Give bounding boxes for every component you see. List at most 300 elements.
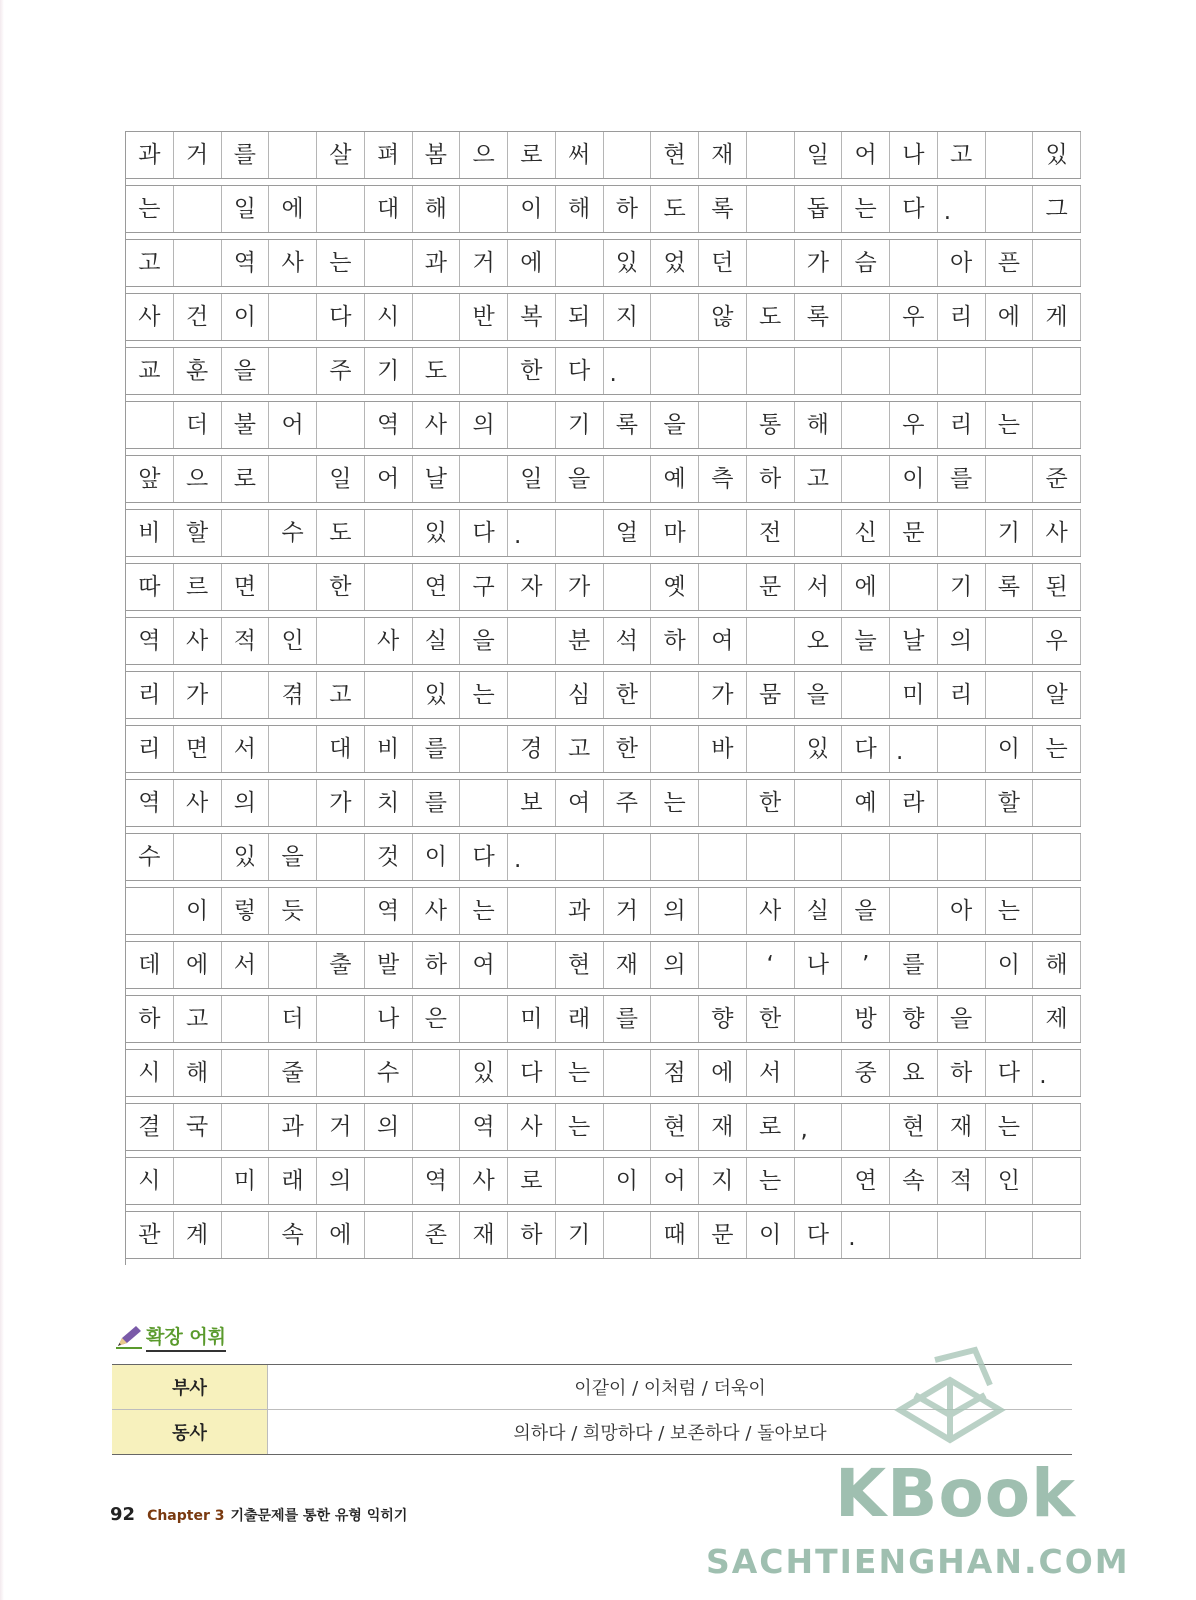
- grid-cell: [699, 888, 747, 934]
- grid-cell: 나: [890, 132, 938, 178]
- grid-cell: 구: [460, 564, 508, 610]
- grid-cell: 불: [222, 402, 270, 448]
- grid-cell: [651, 294, 699, 340]
- grid-cell: 점: [651, 1050, 699, 1096]
- grid-cell: 다: [460, 834, 508, 880]
- grid-cell: 는: [986, 402, 1034, 448]
- grid-cell: 에: [699, 1050, 747, 1096]
- grid-cell: [460, 348, 508, 394]
- grid-row: [126, 779, 1081, 827]
- grid-cell: 줄: [269, 1050, 317, 1096]
- grid-cell: 않: [699, 294, 747, 340]
- grid-cell: 을: [269, 834, 317, 880]
- grid-cell: 데: [126, 942, 174, 988]
- grid-cell: 나: [365, 996, 413, 1042]
- grid-cell: .: [1033, 1050, 1081, 1096]
- grid-cell: 아: [938, 240, 986, 286]
- grid-row: [126, 1103, 1081, 1151]
- grid-cell: 에: [986, 294, 1034, 340]
- grid-cell: [890, 240, 938, 286]
- grid-cell: [556, 834, 604, 880]
- grid-cell: 을: [842, 888, 890, 934]
- grid-cell: [938, 1212, 986, 1258]
- grid-cell: [317, 1050, 365, 1096]
- grid-cell: 거: [174, 132, 222, 178]
- grid-cell: [174, 1158, 222, 1204]
- grid-row: [126, 185, 1081, 233]
- grid-row: [126, 509, 1081, 557]
- grid-cell: 향: [699, 996, 747, 1042]
- grid-cell: 사: [747, 888, 795, 934]
- grid-cell: 록: [699, 186, 747, 232]
- grid-cell: 리: [126, 726, 174, 772]
- grid-cell: 듯: [269, 888, 317, 934]
- grid-cell: [222, 996, 270, 1042]
- grid-cell: 연: [842, 1158, 890, 1204]
- grid-cell: 고: [126, 240, 174, 286]
- grid-cell: 이: [413, 834, 461, 880]
- grid-cell: [699, 834, 747, 880]
- grid-cell: 는: [460, 672, 508, 718]
- grid-cell: 고: [174, 996, 222, 1042]
- grid-cell: [795, 348, 843, 394]
- grid-cell: 뭄: [747, 672, 795, 718]
- grid-cell: .: [938, 186, 986, 232]
- grid-cell: 다: [842, 726, 890, 772]
- grid-cell: [604, 1212, 652, 1258]
- grid-cell: [1033, 1212, 1081, 1258]
- grid-cell: 록: [986, 564, 1034, 610]
- grid-cell: 알: [1033, 672, 1081, 718]
- grid-cell: 국: [174, 1104, 222, 1150]
- grid-cell: 도: [651, 186, 699, 232]
- grid-cell: 에: [317, 1212, 365, 1258]
- grid-cell: 는: [986, 1104, 1034, 1150]
- grid-row: [126, 131, 1081, 179]
- grid-cell: 자: [508, 564, 556, 610]
- grid-cell: [460, 726, 508, 772]
- grid-cell: 이: [986, 726, 1034, 772]
- grid-cell: 인: [986, 1158, 1034, 1204]
- grid-cell: 을: [222, 348, 270, 394]
- grid-cell: 써: [556, 132, 604, 178]
- grid-cell: [174, 240, 222, 286]
- grid-cell: .: [508, 834, 556, 880]
- grid-row: [126, 941, 1081, 989]
- grid-cell: 서: [747, 1050, 795, 1096]
- grid-cell: 사: [413, 402, 461, 448]
- grid-cell: 해: [795, 402, 843, 448]
- grid-cell: [986, 348, 1034, 394]
- grid-cell: [795, 510, 843, 556]
- grid-cell: [365, 510, 413, 556]
- grid-cell: 실: [413, 618, 461, 664]
- grid-cell: 기: [986, 510, 1034, 556]
- grid-cell: 어: [365, 456, 413, 502]
- grid-cell: [651, 726, 699, 772]
- grid-cell: 더: [174, 402, 222, 448]
- grid-row: [126, 617, 1081, 665]
- grid-cell: 로: [508, 132, 556, 178]
- grid-cell: [938, 348, 986, 394]
- grid-cell: 어: [269, 402, 317, 448]
- grid-row: [126, 293, 1081, 341]
- grid-cell: [938, 834, 986, 880]
- grid-cell: 에: [508, 240, 556, 286]
- grid-cell: 일: [508, 456, 556, 502]
- vocab-value: 의하다 / 희망하다 / 보존하다 / 돌아보다: [513, 1423, 827, 1444]
- grid-cell: 여: [460, 942, 508, 988]
- grid-cell: 앞: [126, 456, 174, 502]
- grid-cell: 예: [651, 456, 699, 502]
- grid-cell: [508, 942, 556, 988]
- grid-cell: [269, 348, 317, 394]
- grid-cell: 다: [556, 348, 604, 394]
- grid-cell: 비: [365, 726, 413, 772]
- grid-cell: 역: [460, 1104, 508, 1150]
- grid-cell: 었: [651, 240, 699, 286]
- grid-cell: 슴: [842, 240, 890, 286]
- grid-cell: 래: [556, 996, 604, 1042]
- grid-cell: [938, 942, 986, 988]
- grid-row: [126, 239, 1081, 287]
- grid-cell: 신: [842, 510, 890, 556]
- grid-cell: [508, 672, 556, 718]
- grid-cell: [269, 294, 317, 340]
- grid-cell: 으: [174, 456, 222, 502]
- grid-cell: 이: [222, 294, 270, 340]
- grid-cell: [604, 564, 652, 610]
- grid-cell: [604, 456, 652, 502]
- grid-cell: 로: [747, 1104, 795, 1150]
- grid-cell: [842, 348, 890, 394]
- grid-cell: [1033, 348, 1081, 394]
- grid-cell: 한: [604, 672, 652, 718]
- grid-cell: 펴: [365, 132, 413, 178]
- grid-cell: [938, 780, 986, 826]
- grid-cell: 얼: [604, 510, 652, 556]
- grid-cell: 이: [604, 1158, 652, 1204]
- grid-cell: 때: [651, 1212, 699, 1258]
- chapter-label: Chapter 3: [147, 1508, 225, 1524]
- grid-cell: [460, 186, 508, 232]
- grid-cell: [460, 456, 508, 502]
- page-footer: [110, 1504, 407, 1525]
- grid-cell: 치: [365, 780, 413, 826]
- grid-cell: 살: [317, 132, 365, 178]
- grid-cell: [604, 834, 652, 880]
- grid-cell: 해: [556, 186, 604, 232]
- grid-cell: 향: [890, 996, 938, 1042]
- grid-cell: 기: [938, 564, 986, 610]
- grid-cell: [1033, 402, 1081, 448]
- grid-cell: 돕: [795, 186, 843, 232]
- grid-cell: 하: [604, 186, 652, 232]
- grid-cell: [890, 564, 938, 610]
- grid-cell: [556, 510, 604, 556]
- grid-cell: 으: [460, 132, 508, 178]
- grid-cell: 바: [699, 726, 747, 772]
- vocab-key: 부사: [112, 1365, 268, 1409]
- grid-cell: [747, 186, 795, 232]
- grid-cell: 주: [317, 348, 365, 394]
- grid-cell: 하: [413, 942, 461, 988]
- grid-cell: [699, 780, 747, 826]
- grid-cell: 다: [890, 186, 938, 232]
- grid-cell: 재: [699, 1104, 747, 1150]
- grid-cell: 과: [556, 888, 604, 934]
- grid-cell: [126, 888, 174, 934]
- grid-cell: 이: [508, 186, 556, 232]
- grid-cell: 사: [413, 888, 461, 934]
- grid-cell: 록: [795, 294, 843, 340]
- grid-cell: [269, 942, 317, 988]
- grid-cell: ‘: [747, 942, 795, 988]
- grid-cell: 이: [174, 888, 222, 934]
- grid-cell: 연: [413, 564, 461, 610]
- grid-cell: 가: [317, 780, 365, 826]
- vocab-key: 동사: [112, 1410, 268, 1454]
- grid-cell: 있: [795, 726, 843, 772]
- grid-cell: ,: [795, 1104, 843, 1150]
- grid-cell: [222, 1212, 270, 1258]
- grid-cell: [747, 132, 795, 178]
- grid-cell: 이: [747, 1212, 795, 1258]
- grid-cell: 게: [1033, 294, 1081, 340]
- grid-cell: [1033, 834, 1081, 880]
- grid-cell: 우: [1033, 618, 1081, 664]
- grid-cell: 리: [938, 672, 986, 718]
- grid-cell: 은: [413, 996, 461, 1042]
- grid-cell: 우: [890, 294, 938, 340]
- grid-cell: [1033, 1158, 1081, 1204]
- grid-cell: [747, 348, 795, 394]
- grid-cell: 기: [556, 1212, 604, 1258]
- grid-cell: 문: [699, 1212, 747, 1258]
- grid-cell: [1033, 888, 1081, 934]
- pencil-icon: [114, 1324, 144, 1350]
- grid-cell: [508, 618, 556, 664]
- grid-cell: [365, 1212, 413, 1258]
- grid-cell: [604, 1050, 652, 1096]
- grid-cell: 사: [174, 618, 222, 664]
- grid-cell: 을: [938, 996, 986, 1042]
- grid-cell: 현: [556, 942, 604, 988]
- grid-cell: 수: [365, 1050, 413, 1096]
- grid-cell: [747, 240, 795, 286]
- grid-cell: 고: [795, 456, 843, 502]
- grid-cell: [938, 510, 986, 556]
- grid-cell: 일: [222, 186, 270, 232]
- grid-cell: 사: [365, 618, 413, 664]
- grid-cell: 에: [269, 186, 317, 232]
- grid-cell: 사: [460, 1158, 508, 1204]
- grid-cell: [413, 294, 461, 340]
- grid-cell: 겪: [269, 672, 317, 718]
- grid-cell: 시: [126, 1158, 174, 1204]
- grid-cell: 어: [842, 132, 890, 178]
- grid-cell: [269, 132, 317, 178]
- grid-cell: 한: [747, 780, 795, 826]
- grid-cell: [1033, 1104, 1081, 1150]
- grid-cell: 다: [986, 1050, 1034, 1096]
- grid-cell: [747, 618, 795, 664]
- grid-row: [126, 1049, 1081, 1097]
- grid-cell: 라: [890, 780, 938, 826]
- grid-cell: 측: [699, 456, 747, 502]
- grid-cell: 하: [508, 1212, 556, 1258]
- grid-cell: [222, 1050, 270, 1096]
- grid-cell: 대: [317, 726, 365, 772]
- grid-cell: 이: [986, 942, 1034, 988]
- grid-cell: 한: [604, 726, 652, 772]
- grid-cell: 사: [508, 1104, 556, 1150]
- manuscript-grid: [125, 131, 1081, 1265]
- grid-cell: 기: [365, 348, 413, 394]
- grid-cell: [651, 672, 699, 718]
- grid-row: [126, 995, 1081, 1043]
- grid-cell: 는: [986, 888, 1034, 934]
- grid-cell: 도: [317, 510, 365, 556]
- grid-cell: 있: [413, 510, 461, 556]
- grid-cell: [269, 780, 317, 826]
- grid-cell: 있: [1033, 132, 1081, 178]
- grid-cell: 의: [651, 942, 699, 988]
- grid-cell: [460, 780, 508, 826]
- grid-cell: [604, 1104, 652, 1150]
- grid-cell: 거: [604, 888, 652, 934]
- grid-cell: [1033, 780, 1081, 826]
- grid-cell: 결: [126, 1104, 174, 1150]
- grid-cell: 재: [460, 1212, 508, 1258]
- grid-cell: 를: [604, 996, 652, 1042]
- grid-cell: 의: [651, 888, 699, 934]
- grid-cell: 리: [938, 294, 986, 340]
- grid-cell: 의: [938, 618, 986, 664]
- grid-cell: 는: [126, 186, 174, 232]
- grid-cell: 문: [747, 564, 795, 610]
- grid-cell: 을: [795, 672, 843, 718]
- grid-cell: 는: [556, 1104, 604, 1150]
- grid-cell: [269, 726, 317, 772]
- grid-cell: 할: [174, 510, 222, 556]
- grid-cell: [890, 1212, 938, 1258]
- grid-cell: [317, 996, 365, 1042]
- grid-cell: ’: [842, 942, 890, 988]
- grid-cell: 중: [842, 1050, 890, 1096]
- grid-cell: 재: [699, 132, 747, 178]
- grid-cell: 여: [699, 618, 747, 664]
- grid-cell: 를: [222, 132, 270, 178]
- grid-cell: 지: [604, 294, 652, 340]
- grid-cell: 다: [508, 1050, 556, 1096]
- grid-cell: 제: [1033, 996, 1081, 1042]
- grid-row: [126, 563, 1081, 611]
- grid-cell: 사: [174, 780, 222, 826]
- grid-cell: 해: [1033, 942, 1081, 988]
- grid-cell: 던: [699, 240, 747, 286]
- grid-cell: 가: [556, 564, 604, 610]
- grid-cell: 다: [460, 510, 508, 556]
- grid-cell: [317, 186, 365, 232]
- grid-cell: 사: [1033, 510, 1081, 556]
- grid-cell: 재: [604, 942, 652, 988]
- grid-cell: 요: [890, 1050, 938, 1096]
- grid-cell: 심: [556, 672, 604, 718]
- grid-cell: [269, 456, 317, 502]
- grid-cell: 록: [604, 402, 652, 448]
- grid-cell: 사: [269, 240, 317, 286]
- grid-cell: [413, 1050, 461, 1096]
- grid-cell: 의: [460, 402, 508, 448]
- grid-cell: 를: [890, 942, 938, 988]
- grid-row: [126, 1157, 1081, 1205]
- grid-cell: [365, 564, 413, 610]
- grid-cell: 수: [269, 510, 317, 556]
- grid-cell: 존: [413, 1212, 461, 1258]
- grid-cell: 다: [317, 294, 365, 340]
- grid-cell: 을: [556, 456, 604, 502]
- grid-cell: [986, 186, 1034, 232]
- grid-cell: 방: [842, 996, 890, 1042]
- grid-cell: [222, 672, 270, 718]
- grid-cell: 가: [174, 672, 222, 718]
- grid-cell: 는: [842, 186, 890, 232]
- grid-cell: 그: [1033, 186, 1081, 232]
- grid-cell: [365, 672, 413, 718]
- grid-row: [126, 455, 1081, 503]
- grid-cell: [508, 888, 556, 934]
- grid-cell: [890, 348, 938, 394]
- grid-cell: 석: [604, 618, 652, 664]
- grid-cell: .: [508, 510, 556, 556]
- grid-cell: 미: [890, 672, 938, 718]
- grid-row: [126, 671, 1081, 719]
- grid-cell: 역: [126, 618, 174, 664]
- grid-cell: [651, 348, 699, 394]
- grid-cell: 하: [126, 996, 174, 1042]
- page-edge: [0, 0, 4, 1600]
- grid-cell: 있: [460, 1050, 508, 1096]
- grid-cell: [317, 834, 365, 880]
- grid-cell: 주: [604, 780, 652, 826]
- grid-cell: [556, 1158, 604, 1204]
- grid-cell: [986, 132, 1034, 178]
- grid-cell: 실: [795, 888, 843, 934]
- grid-cell: 여: [556, 780, 604, 826]
- grid-cell: 속: [269, 1212, 317, 1258]
- grid-cell: 반: [460, 294, 508, 340]
- grid-cell: 다: [795, 1212, 843, 1258]
- grid-cell: 이: [890, 456, 938, 502]
- grid-cell: 대: [365, 186, 413, 232]
- grid-cell: 있: [604, 240, 652, 286]
- grid-cell: [174, 186, 222, 232]
- grid-cell: 면: [222, 564, 270, 610]
- grid-cell: [699, 402, 747, 448]
- grid-cell: 을: [651, 402, 699, 448]
- grid-cell: [986, 1212, 1034, 1258]
- grid-cell: 는: [317, 240, 365, 286]
- grid-cell: 된: [1033, 564, 1081, 610]
- grid-cell: [1033, 240, 1081, 286]
- grid-cell: 는: [1033, 726, 1081, 772]
- grid-cell: 출: [317, 942, 365, 988]
- grid-cell: 리: [938, 402, 986, 448]
- grid-cell: 시: [126, 1050, 174, 1096]
- grid-cell: 날: [413, 456, 461, 502]
- grid-cell: .: [604, 348, 652, 394]
